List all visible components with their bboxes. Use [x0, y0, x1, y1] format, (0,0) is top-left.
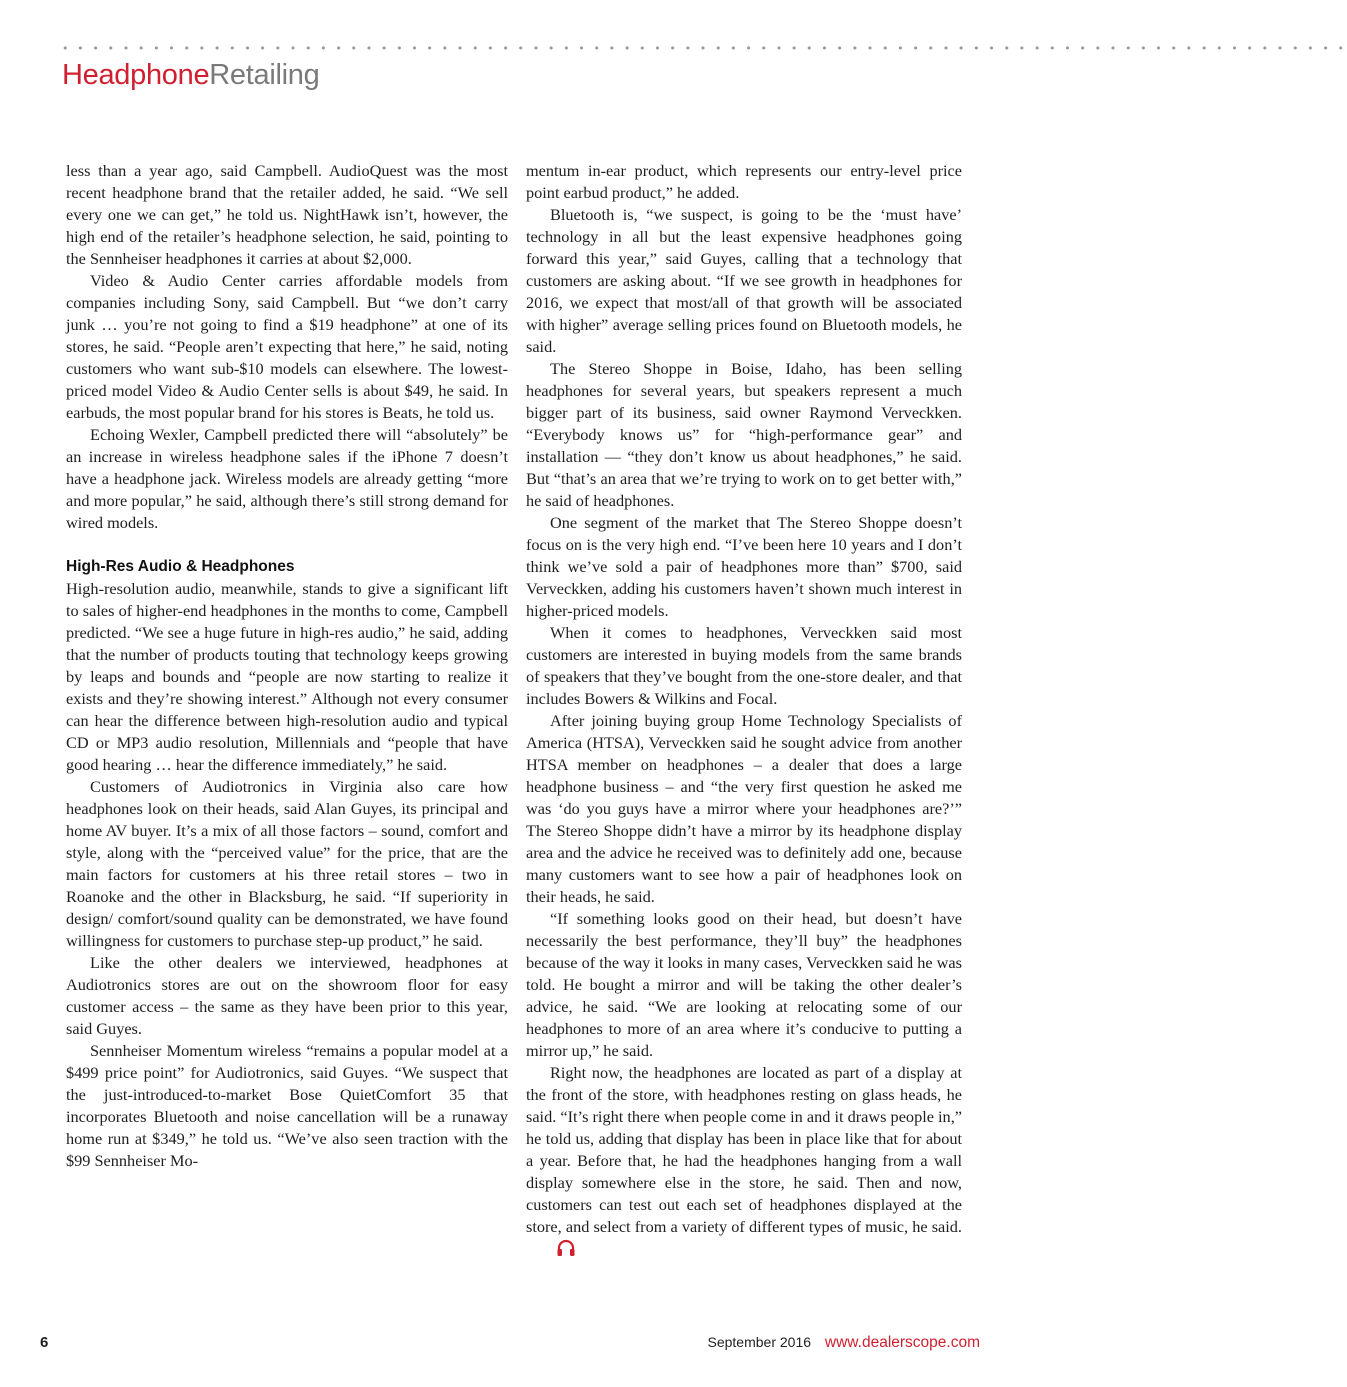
issue-date: September 2016: [707, 1334, 812, 1350]
page-number: 6: [40, 1334, 49, 1351]
paragraph-final: [526, 1062, 962, 1260]
section-title: [62, 55, 319, 95]
paragraph: When it comes to headphones, Verveckken said most customers are interested in buying models from the same brands of speakers that they’ve bought from the one-store dealer, and that includes Bowers & Wilkins and Focal.: [526, 623, 962, 708]
paragraph: Video & Audio Center carries affordable models from companies including Sony, said Campbell. But “we don’t carry junk … you’re not going to find a $19 headphone” at one of its stores, he said. “People aren’t expecting that here,” he said, noting customers who want sub-$10 models can elsewhere. The lowest-priced model Video & Audio Center sells is about $49, he said. In earbuds, the most popular brand for his stores is Beats, he told us.: [66, 271, 508, 422]
paragraph: One segment of the market that The Stereo Shoppe doesn’t focus on is the very high end. “I’ve been here 10 years and I don’t think we’ve sold a pair of headphones more than” $700, said Verveckken, adding his customers haven’t shown much interest in higher-priced models.: [526, 513, 962, 620]
article-column-left: [66, 160, 508, 1172]
headphones-icon: [532, 1239, 552, 1257]
section-title-part2: Retailing: [209, 59, 320, 91]
header-dotted-rule: • • • • • • • • • • • • • • • • • • • • • • • • • • • • • • • • • • • • • • • • • • • • • • • • • • • • • • • • • • • • • • • • • • • • • • • • • • • • • • • • • • • • •: [62, 42, 1347, 55]
paragraph: Customers of Audiotronics in Virginia also care how headphones look on their heads, said Alan Guyes, its principal and home AV buyer. It’s a mix of all those factors – sound, comfort and style, along with the “perceived value” for the price, that are the main factors for customers at his three retail stores – two in Roanoke and the other in Blacksburg, he said. “If superiority in design/ comfort/sound quality can be demonstrated, we have found willingness for customers to purchase step-up product,” he said.: [66, 777, 508, 950]
paragraph: “If something looks good on their head, but doesn’t have necessarily the best performance, they’ll buy” the headphones because of the way it looks in many cases, Verveckken said he was told. He bought a mirror and will be taking the other dealer’s advice, he said. “We are looking at relocating some of our headphones to more of an area where it’s conducive to putting a mirror up,” he said.: [526, 909, 962, 1060]
article-column-right: [526, 160, 962, 1260]
paragraph: After joining buying group Home Technology Specialists of America (HTSA), Verveckken said he sought advice from another HTSA member on headphones – a dealer that does a large headphone business – and “the very first question he asked me was ‘do you guys have a mirror where your headphones are?’” The Stereo Shoppe didn’t have a mirror by its headphone display area and the advice he received was to definitely add one, because many customers want to see how a pair of headphones look on their heads, he said.: [526, 711, 962, 906]
paragraph-final-text: Right now, the headphones are located as part of a display at the front of the store, with headphones resting on glass heads, he said. “It’s right there when people come in and it draws people in,” he told us, adding that display has been in place like that for about a year. Before that, he had the headphones hanging from a wall display somewhere else in the store, he said. Then and now, customers can test out each set of headphones displayed at the store, and select from a variety of different types of music, he said.: [526, 1063, 962, 1236]
paragraph: Like the other dealers we interviewed, headphones at Audiotronics stores are out on the showroom floor for easy customer access – the same as they have been prior to this year, said Guyes.: [66, 953, 508, 1038]
paragraph: Echoing Wexler, Campbell predicted there will “absolutely” be an increase in wireless headphone sales if the iPhone 7 doesn’t have a headphone jack. Wireless models are already getting “more and more popular,” he said, although there’s still strong demand for wired models.: [66, 425, 508, 532]
website-link[interactable]: www.dealerscope.com: [824, 1334, 980, 1351]
footer-info: [708, 1334, 981, 1352]
paragraph: Bluetooth is, “we suspect, is going to be the ‘must have’ technology in all but the least expensive headphones going forward this year,” said Guyes, calling that a technology that customers are asking about. “If we see growth in headphones for 2016, we expect that most/all of that growth will be associated with higher” average selling prices found on Bluetooth models, he said.: [526, 205, 962, 356]
paragraph: The Stereo Shoppe in Boise, Idaho, has been selling headphones for several years, but speakers represent a much bigger part of its business, said owner Raymond Verveckken. “Everybody knows us” for “high-performance gear” and installation — “they don’t know us about headphones,” he said. But “that’s an area that we’re trying to work on to get better with,” he said of headphones.: [526, 359, 962, 510]
paragraph: less than a year ago, said Campbell. AudioQuest was the most recent headphone brand that the retailer added, he said. “We sell every one we can get,” he told us. NightHawk isn’t, however, the high end of the retailer’s headphone selection, he said, pointing to the Sennheiser headphones it carries at about $2,000.: [66, 161, 508, 268]
paragraph: Sennheiser Momentum wireless “remains a popular model at a $499 price point” for Audiotronics, said Guyes. “We suspect that the just-introduced-to-market Bose QuietComfort 35 that incorporates Bluetooth and noise cancellation will be a runaway home run at $349,” he told us. “We’ve also seen traction with the $99 Sennheiser Mo-: [66, 1041, 508, 1170]
subheading: High-Res Audio & Headphones: [66, 558, 295, 575]
paragraph: High-resolution audio, meanwhile, stands to give a significant lift to sales of higher-end headphones in the months to come, Campbell predicted. “We see a huge future in high-res audio,” he said, adding that the number of products touting that technology keeps growing by leaps and bounds and “people are now starting to realize it exists and they’re showing interest.” Although not every consumer can hear the difference between high-resolution audio and typical CD or MP3 audio resolution, Millennials and “people that have good hearing … hear the difference immediately,” he said.: [66, 579, 508, 774]
paragraph: mentum in-ear product, which represents our entry-level price point earbud product,” he added.: [526, 161, 962, 202]
section-title-part1: Headphone: [62, 59, 210, 91]
